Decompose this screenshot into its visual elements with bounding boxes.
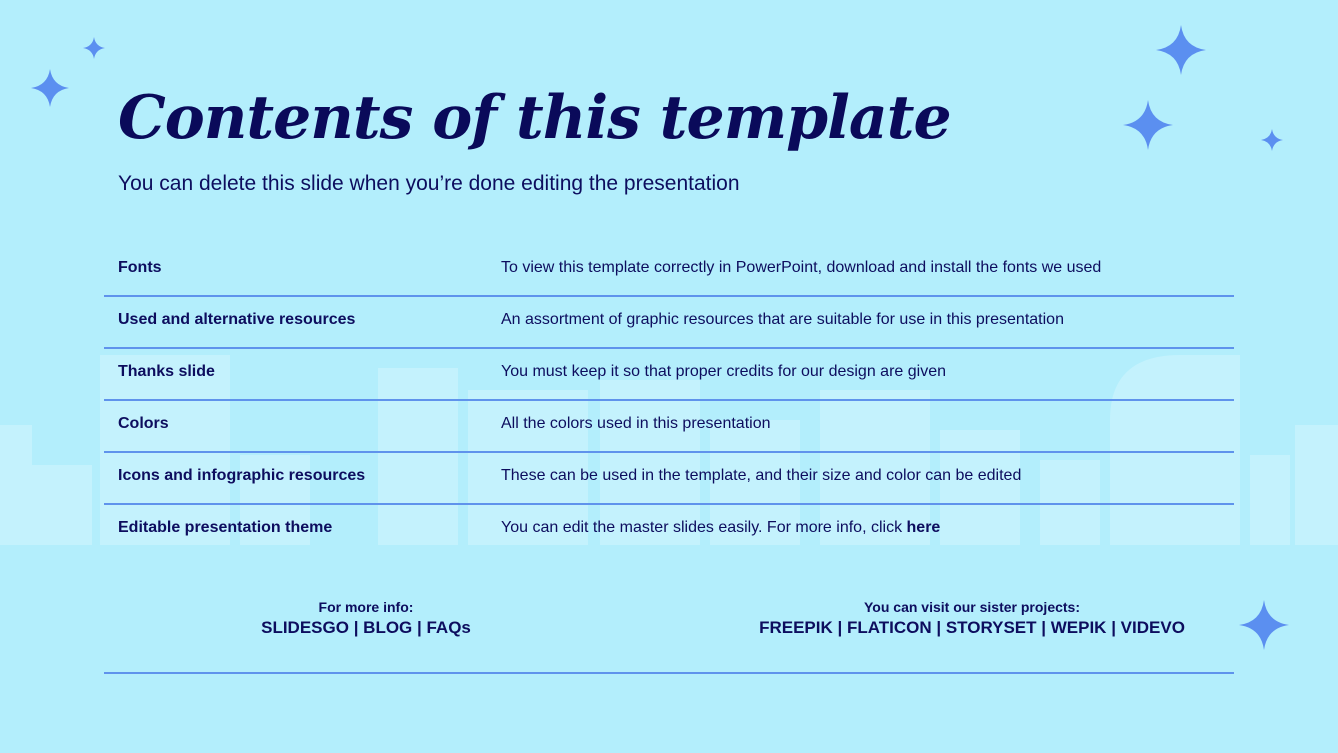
footer-more-info: [226, 597, 506, 639]
row-label: Used and alternative resources: [118, 311, 356, 328]
footer-link-wepik[interactable]: WEPIK: [1050, 618, 1107, 637]
table-row: [104, 245, 1234, 297]
sparkle-star-icon: [82, 36, 106, 60]
footer-sister-projects-heading: You can visit our sister projects:: [863, 599, 1081, 615]
sparkle-star-icon: [30, 68, 70, 108]
footer-separator: |: [412, 618, 427, 637]
contents-table: [104, 245, 1234, 555]
bottom-divider: [104, 672, 1234, 674]
table-row: [104, 453, 1234, 505]
footer-more-info-links: [226, 617, 506, 639]
row-label: Fonts: [118, 259, 162, 276]
footer-separator: |: [832, 618, 847, 637]
row-description: To view this template correctly in PowerPoint, download and install the fonts we used: [501, 259, 1102, 276]
row-label: Thanks slide: [118, 363, 215, 380]
footer-separator: |: [1106, 618, 1121, 637]
row-description: An assortment of graphic resources that are suitable for use in this presentation: [501, 311, 1064, 328]
footer-link-storyset[interactable]: STORYSET: [945, 618, 1037, 637]
footer-sister-projects-links: [722, 617, 1222, 639]
row-description: [501, 519, 940, 537]
footer-more-info-heading: For more info:: [318, 599, 414, 615]
slide-title: Contents of this template: [118, 83, 951, 153]
sparkle-star-icon: [1155, 24, 1207, 76]
sparkle-star-icon: [1238, 599, 1290, 651]
row-label: Colors: [118, 415, 169, 432]
footer-link-blog[interactable]: BLOG: [363, 618, 413, 637]
footer-separator: |: [1036, 618, 1051, 637]
footer-link-faqs[interactable]: FAQs: [426, 618, 471, 637]
table-row: [104, 349, 1234, 401]
sparkle-star-icon: [1122, 99, 1174, 151]
footer-link-videvo[interactable]: VIDEVO: [1120, 618, 1185, 637]
sparkle-star-icon: [1260, 128, 1284, 152]
slide-subtitle: You can delete this slide when you’re done editing the presentation: [118, 172, 740, 195]
table-row: [104, 297, 1234, 349]
row-description: These can be used in the template, and their size and color can be edited: [501, 467, 1022, 484]
row-label: Editable presentation theme: [118, 519, 333, 536]
row-description-text: You can edit the master slides easily. For more info, click: [501, 519, 907, 536]
footer-separator: |: [348, 618, 364, 637]
footer-sister-projects: [722, 597, 1222, 639]
footer-link-slidesgo[interactable]: SLIDESGO: [261, 618, 349, 637]
row-label: Icons and infographic resources: [118, 467, 366, 484]
footer-link-freepik[interactable]: FREEPIK: [759, 618, 833, 637]
here-link[interactable]: here: [906, 519, 941, 536]
table-row: [104, 505, 1234, 555]
row-description: All the colors used in this presentation: [501, 415, 771, 432]
footer-separator: |: [931, 618, 946, 637]
row-description: You must keep it so that proper credits for our design are given: [501, 363, 946, 380]
footer-link-flaticon[interactable]: FLATICON: [846, 618, 932, 637]
table-row: [104, 401, 1234, 453]
